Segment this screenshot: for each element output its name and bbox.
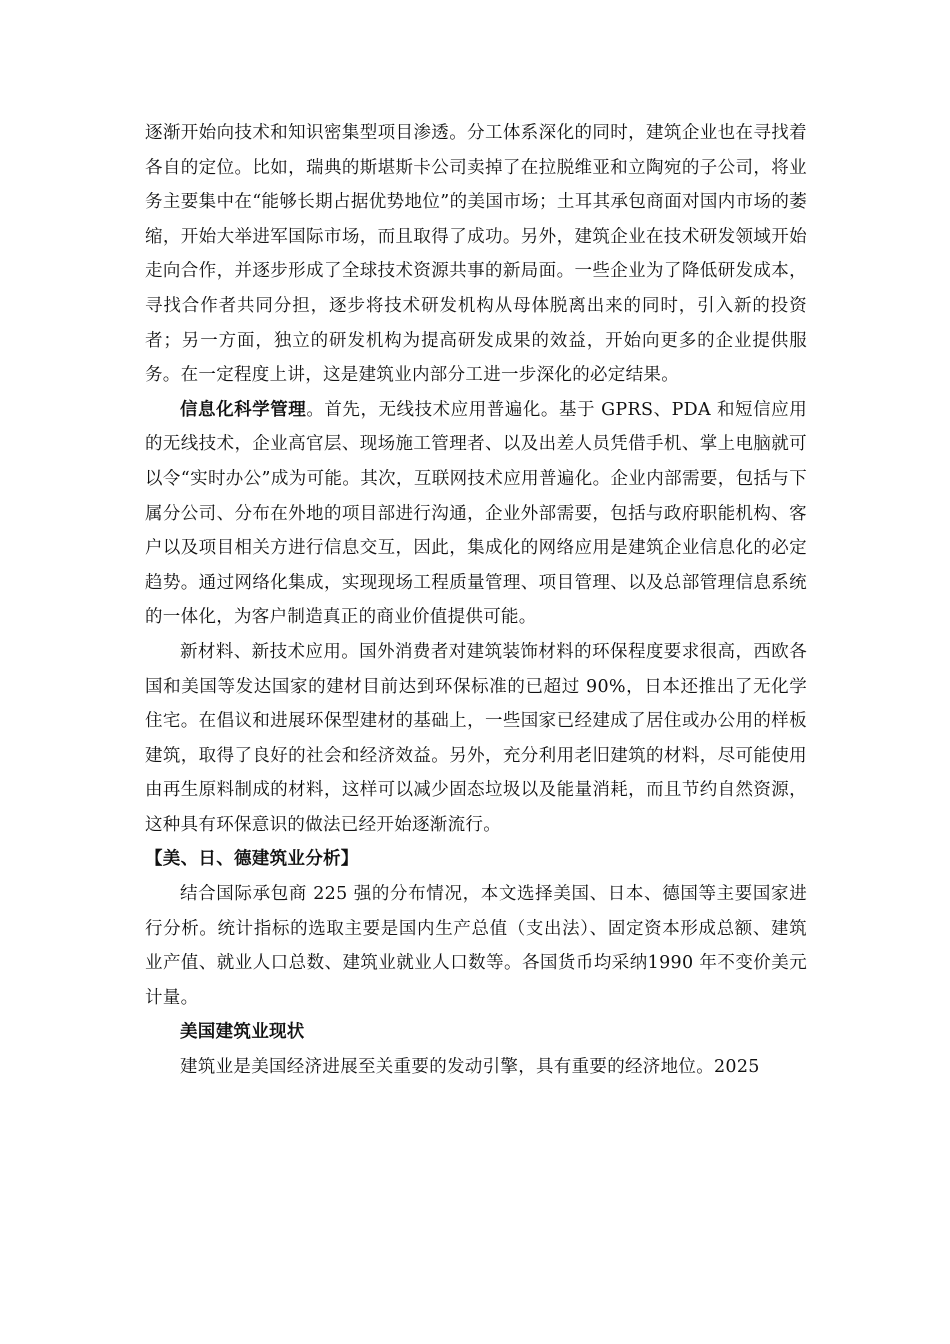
section-heading: 【美、日、德建筑业分析】 [145, 849, 359, 870]
paragraph-body-text: 。首先，无线技术应用普遍化。基于 GPRS、PDA 和短信应用的无线技术，企业高官层、现场施工管理者、以及出差人员凭借手机、掌上电脑就可以令“实时办公”成为可能。其次，互联网技术应用普遍化。企业内部需要，包括与下属分公司、分布在外地的项目部进行沟通，企业外部需要，包括与政府职能机构、客户以及项目相关方进行信息交互，因此，集成化的网络应用是建筑企业信息化的必定趋势。通过网络化集成，实现现场工程质量管理、项目管理、以及总部管理信息系统的一体化，为客户制造真正的商业价值提供可能。 [145, 399, 807, 628]
paragraph-lead-term: 信息化科学管理 [180, 399, 307, 420]
paragraph-information-management [145, 393, 807, 635]
paragraph-new-materials: 新材料、新技术应用。国外消费者对建筑装饰材料的环保程度要求很高，西欧各国和美国等发达国家的建材目前达到环保标准的已超过 90%，日本还推出了无化学住宅。在倡议和进展环保型建材的基础上，一些国家已经建成了居住或办公用的样板建筑，取得了良好的社会和经济效益。另外，充分利用老旧建筑的材料，尽可能使用由再生原料制成的材料，这样可以减少固态垃圾以及能量消耗，而且节约自然资源，这种具有环保意识的做法已经开始逐渐流行。 [145, 641, 807, 835]
paragraph-division-of-labor: 逐渐开始向技术和知识密集型项目渗透。分工体系深化的同时，建筑企业也在寻找着各自的定位。比如，瑞典的斯堪斯卡公司卖掉了在拉脱维亚和立陶宛的子公司，将业务主要集中在“能够长期占据优势地位”的美国市场；土耳其承包商面对国内市场的萎缩，开始大举进军国际市场，而且取得了成功。另外，建筑企业在技术研发领域开始走向合作，并逐步形成了全球技术资源共事的新局面。一些企业为了降低研发成本，寻找合作者共同分担，逐步将技术研发机构从母体脱离出来的同时，引入新的投资者；另一方面，独立的研发机构为提高研发成果的效益，开始向更多的企业提供服务。在一定程度上讲，这是建筑业内部分工进一步深化的必定结果。 [145, 123, 807, 386]
paragraph-analysis-method: 结合国际承包商 225 强的分布情况，本文选择美国、日本、德国等主要国家进行分析。统计指标的选取主要是国内生产总值（支出法）、固定资本形成总额、建筑业产值、就业人口总数、建筑业就业人口数等。各国货币均采纳1990 年不变价美元计量。 [145, 884, 807, 1008]
document-body [145, 116, 807, 1085]
paragraph-us-construction: 建筑业是美国经济进展至关重要的发动引擎，具有重要的经济地位。2025 [180, 1057, 760, 1078]
sub-heading-us-construction: 美国建筑业现状 [180, 1022, 305, 1043]
